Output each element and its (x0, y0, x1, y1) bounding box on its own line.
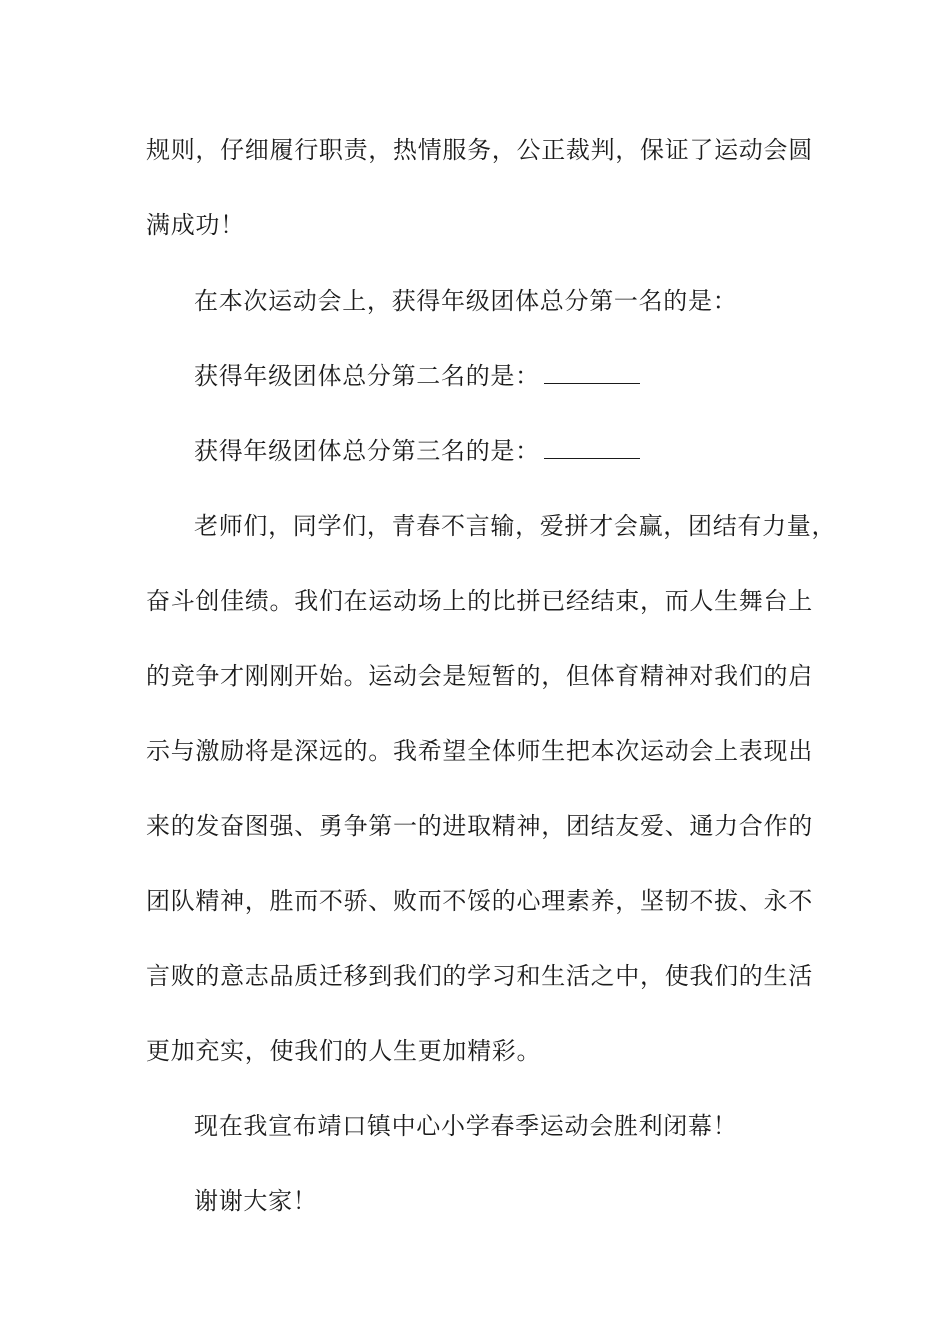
paragraph-third-place (194, 433, 874, 469)
paragraph-closing-start: 老师们，同学们，青春不言输，爱拼才会赢，团结有力量， (194, 512, 837, 540)
text-line: 奋斗创佳绩。我们在运动场上的比拼已经结束，而人生舞台上 (146, 587, 813, 615)
text-line: 规则，仔细履行职责，热情服务，公正裁判，保证了运动会圆 (146, 136, 813, 164)
text-line: 满成功！ (146, 211, 245, 239)
second-place-blank (544, 363, 640, 384)
text-line: 的竞争才刚刚开始。运动会是短暂的，但体育精神对我们的启 (146, 662, 813, 690)
paragraph-first-place: 在本次运动会上，获得年级团体总分第一名的是： (194, 287, 738, 315)
paragraph-thanks: 谢谢大家！ (194, 1187, 318, 1215)
text-line: 言败的意志品质迁移到我们的学习和生活之中，使我们的生活 (146, 962, 813, 990)
third-place-label: 获得年级团体总分第三名的是： (194, 437, 540, 465)
second-place-label: 获得年级团体总分第二名的是： (194, 362, 540, 390)
text-line: 示与激励将是深远的。我希望全体师生把本次运动会上表现出 (146, 737, 813, 765)
paragraph-second-place (194, 358, 874, 394)
text-line: 团队精神，胜而不骄、败而不馁的心理素养，坚韧不拔、永不 (146, 887, 813, 915)
text-line: 来的发奋图强、勇争第一的进取精神，团结友爱、通力合作的 (146, 812, 813, 840)
third-place-blank (544, 438, 640, 459)
paragraph-announcement: 现在我宣布靖口镇中心小学春季运动会胜利闭幕！ (194, 1112, 738, 1140)
text-line: 更加充实，使我们的人生更加精彩。 (146, 1037, 542, 1065)
